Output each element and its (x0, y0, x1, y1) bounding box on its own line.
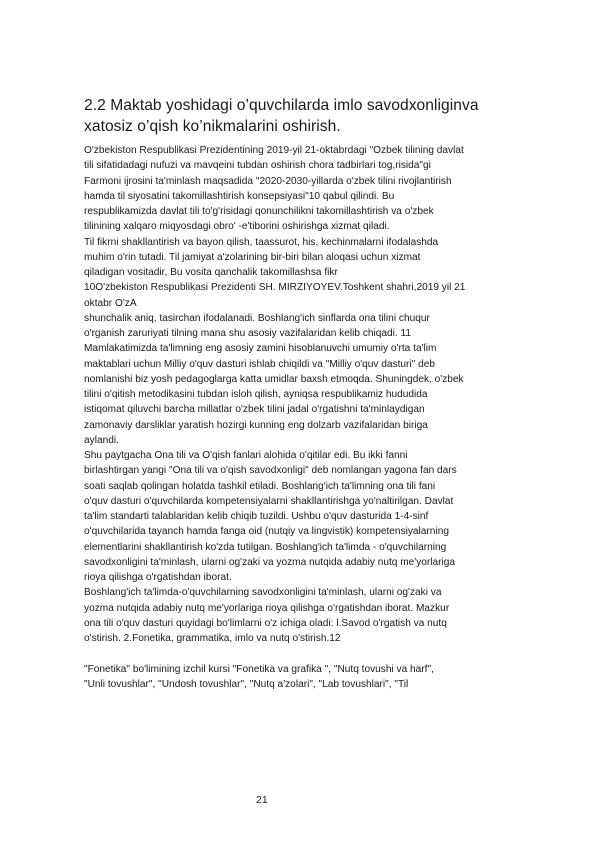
text-line: muhim o'rin tutadi. Til jamiyat a'zolarining bir-biri bilan aloqasi uchun xizmat (84, 251, 421, 263)
text-line: savodxonligini ta'minlash, ularni og'zaki va yozma nutqida adabiy nutq me'yorlariga (84, 556, 456, 568)
text-line: o'quv dasturi o'quvchilarda kompetensiyalarni shakllantirishga yo'naltirilgan. Davlat (84, 495, 454, 507)
text-line: respublikamizda davlat tili to'g'risidagi qonunchilikni takomillashtirish va o'zbek (84, 206, 434, 217)
text-line: birlashtirgan yangi "Ona tili va o'qish savodxonligi" deb nomlangan yagona fan dars (84, 465, 457, 477)
text-line: "Unli tovushlar", "Undosh tovushlar", "Nutq a'zolari", "Lab tovushlari", "Til (84, 678, 409, 690)
text-line: tili sifatidadagi nufuzi va mavqeini tubdan oshirish chora tadbirlari tog,risida"gi (84, 160, 431, 172)
text-line: yozma nutqida adabiy nutq me'yorlariga rioya qilishga o'rgatishdan iborat. Mazkur (84, 602, 450, 614)
text-line: zamonaviy darsliklar yaratish hozirgi kunning eng dolzarb vazifalaridan biriga (84, 419, 428, 431)
text-line: rioya qilishga o'rgatishdan iborat. (84, 572, 232, 583)
heading-line: 2.2 Maktab yoshidagi o’quvchilarda imlo savodxonliginva (84, 97, 479, 114)
text-line: Boshlang'ich ta'limda-o'quvchilarning savodxonligini ta'minlash, ularni og'zaki va (84, 587, 442, 599)
text-line: o'quvchilarida tayanch hamda fanga oid (nutqiy va lingvistik) kompetensiyalarning (84, 526, 449, 538)
text-line: O'zbekiston Respublikasi Prezidentining 2019-yil 21-oktabrdagi "Ozbek tilining davlat (84, 145, 464, 156)
text-line: "Fonetika" bo'limining izchil kursi "Fonetika va grafika ", "Nutq tovushi va harf", (84, 663, 434, 675)
text-line: ta'lim standarti talablaridan kelib chiqib tuzildi. Ushbu o'quv dasturida 1-4-sinf (84, 511, 429, 522)
page-number: 21 (256, 794, 268, 806)
text-line: hamda til siyosatini takomillashtirish konsepsiyasi"10 qabul qilindi. Bu (84, 190, 395, 202)
text-line: tilinining xalqaro miqyosdagi obro' -e'tiborini oshirishga xizmat qiladi. (84, 221, 390, 233)
text-line: qiladigan vositadir, Bu vosita qanchalik takomillashsa fikr (84, 267, 338, 278)
text-line: Til fikrni shakllantirish va bayon qilish, taassurot, his, kechinmalarni ifodalashda (84, 236, 439, 248)
text-line: shunchalik aniq, tasirchan ifodalanadi. Boshlang'ich sinflarda ona tilini chuqur (84, 312, 430, 324)
text-line: soati saqlab qolingan holatda tashkil etiladi. Boshlang'ich ta'limning ona tili fani (84, 480, 436, 492)
text-line (84, 646, 569, 661)
text-line: ona tili o'quv dasturi quyidagi bo'limlarni o'z ichiga oladi: l.Savod o'rgatish va nutq (84, 617, 447, 629)
text-line: oktabr O'zA (84, 297, 137, 309)
text-line: istiqomat qiluvchi barcha millatlar o'zbek tilini jadal o'rgatishni ta'minlaydigan (84, 404, 425, 416)
text-line: Shu paytgacha Ona tili va O'qish fanlari alohida o'qitilar edi. Bu ikki fanni (84, 450, 408, 461)
text-line: 10O'zbekiston Respublikasi Prezidenti SH. MIRZIYOYEV.Toshkent shahri,2019 yil 21 (84, 282, 466, 294)
text-line: maktablari uchun Milliy o'quv dasturi ishlab chiqildi va "Milliy o'quv dasturi" deb (84, 358, 435, 370)
text-line: o'rganish zaruriyati tilning mana shu asosiy vazifalaridan kelib chiqadi. 11 (84, 328, 412, 339)
text-line: tilini o'qitish metodikasini tubdan isloh qilish, ayniqsa respublikamiz hududida (84, 389, 428, 400)
text-line: Farmoni ijrosini ta'minlash maqsadida "2020-2030-yillarda o'zbek tilini rivojlantirish (84, 175, 452, 187)
heading-line: xatosiz o’qish ko’nikmalarini oshirish. (84, 118, 341, 135)
text-line: elementlarini shakllantirish ko'zda tutilgan. Boshlang'ich ta'limda - o'quvchilarning (84, 541, 447, 553)
text-line: o'stirish. 2.Fonetika, grammatika, imlo va nutq o'stirish.12 (84, 633, 341, 644)
text-line: nomlanishi biz yosh pedagoglarga katta umidlar baxsh etmoqda. Shuningdek, o'zbek (84, 373, 464, 385)
text-line: Mamlakatimizda ta'limning eng asosiy zamini hisoblanuvchi umumiy o'rta ta'lim (84, 343, 437, 355)
section-heading (84, 95, 564, 137)
body-text (84, 143, 569, 692)
text-line: aylandi. (84, 434, 119, 446)
